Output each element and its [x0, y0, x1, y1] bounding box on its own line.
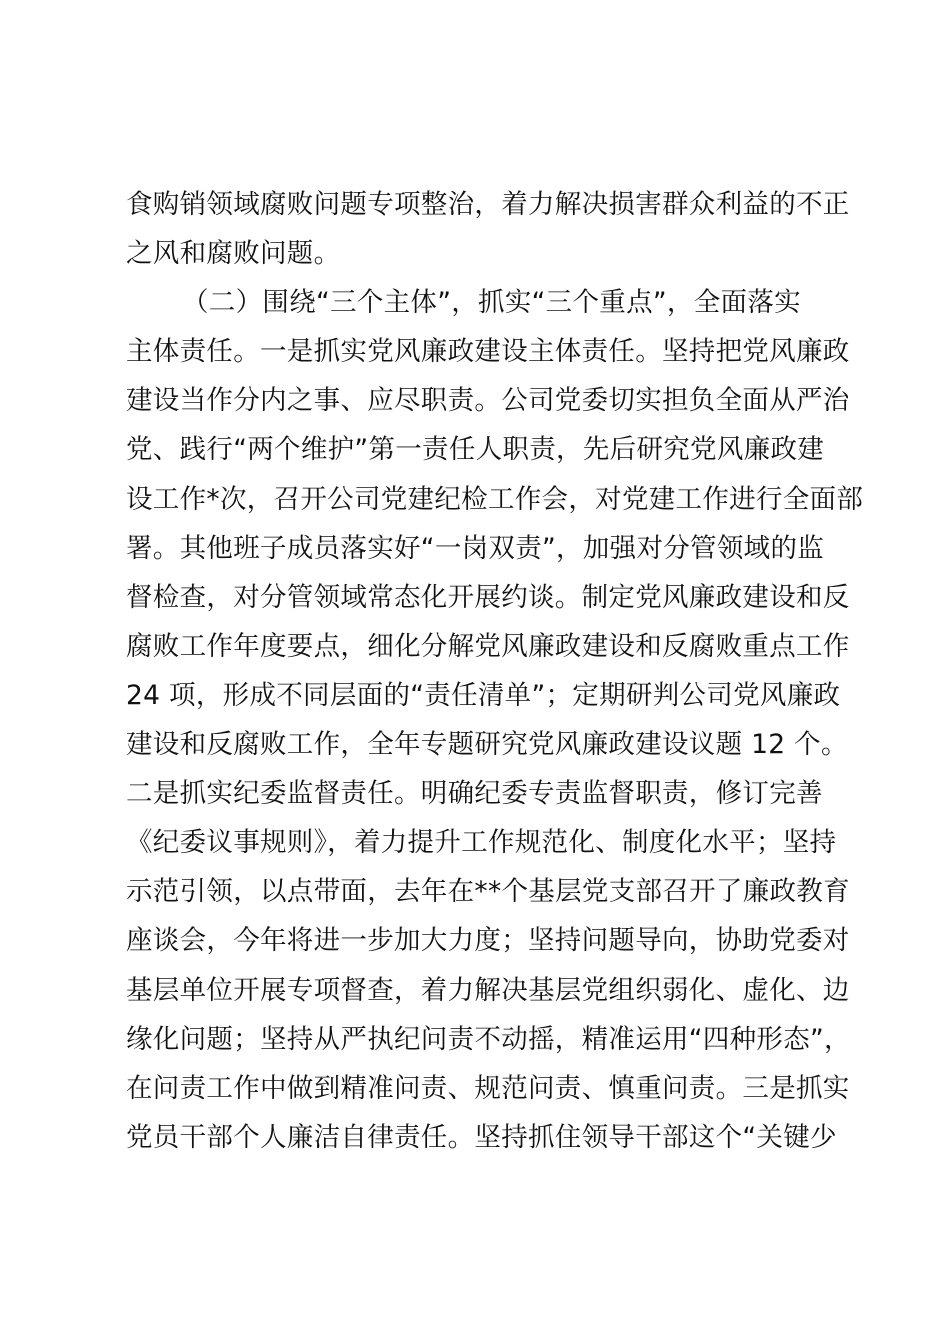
text-line: 腐败工作年度要点，细化分解党风廉政建设和反腐败重点工作 [126, 630, 850, 662]
text-line: 建设当作分内之事、应尽职责。公司党委切实担负全面从严治 [126, 385, 850, 417]
text-line: 在问责工作中做到精准问责、规范问责、慎重问责。三是抓实 [126, 1072, 850, 1104]
text-line: 座谈会，今年将进一步加大力度；坚持问题导向，协助党委对 [126, 925, 850, 957]
body-text [126, 180, 864, 1162]
text-line: 基层单位开展专项督查，着力解决基层党组织弱化、虚化、边 [126, 974, 850, 1006]
text-line: 食购销领域腐败问题专项整治，着力解决损害群众利益的不正 [126, 189, 850, 220]
text-line: 之风和腐败问题。 [126, 238, 341, 270]
text-line: 党员干部个人廉洁自律责任。坚持抓住领导干部这个“关键少 [126, 1121, 837, 1153]
text-line: 《纪委议事规则》，着力提升工作规范化、制度化水平；坚持 [126, 827, 837, 859]
text-line: 署。其他班子成员落实好“一岗双责”，加强对分管领域的监 [126, 532, 825, 564]
text-line: 示范引领，以点带面，去年在**个基层党支部召开了廉政教育 [126, 876, 850, 908]
text-line: 二是抓实纪委监督责任。明确纪委专责监督职责，修订完善 [126, 778, 823, 810]
text-line: 主体责任。一是抓实党风廉政建设主体责任。坚持把党风廉政 [126, 336, 850, 368]
text-line: 缘化问题；坚持从严执纪问责不动摇，精准运用“四种形态”， [126, 1023, 851, 1055]
text-line: 督检查，对分管领域常态化开展约谈。制定党风廉政建设和反 [126, 581, 850, 613]
text-line: 党、践行“两个维护”第一责任人职责，先后研究党风廉政建 [126, 434, 825, 466]
text-line: 设工作*次，召开公司党建纪检工作会，对党建工作进行全面部 [126, 483, 864, 515]
text-line: 建设和反腐败工作，全年专题研究党风廉政建设议题 12 个。 [126, 729, 848, 761]
text-line: 24 项，形成不同层面的“责任清单”；定期研判公司党风廉政 [126, 679, 841, 711]
section-heading-line: （二）围绕“三个主体”，抓实“三个重点”，全面落实 [182, 287, 801, 319]
